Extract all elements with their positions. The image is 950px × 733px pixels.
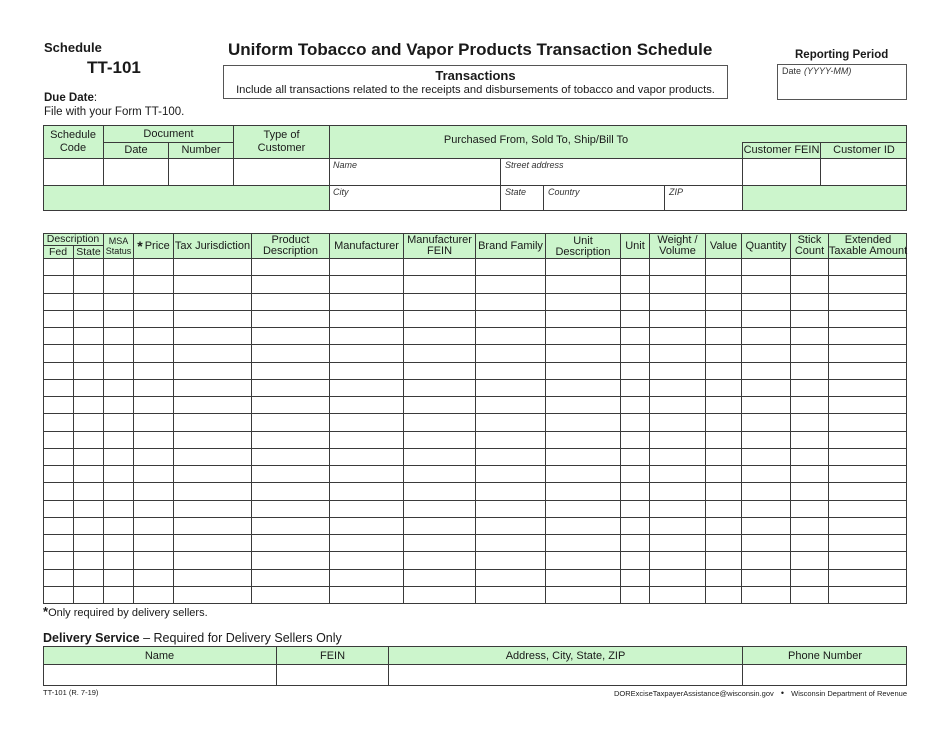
unit-desc-line2: Description bbox=[555, 245, 611, 258]
due-date bbox=[44, 92, 97, 104]
type-of-customer-field[interactable] bbox=[234, 159, 329, 185]
stick-line1: Stick bbox=[797, 233, 822, 246]
number-header: Number bbox=[181, 144, 221, 156]
product-desc-line1: Product bbox=[271, 233, 310, 246]
quantity-header: Quantity bbox=[745, 239, 787, 252]
extended-taxable-amount-header bbox=[829, 233, 907, 258]
delivery-name-header: Name bbox=[144, 649, 175, 662]
date-label: Date bbox=[782, 66, 802, 76]
type-of-customer-line1: Type of bbox=[263, 129, 300, 141]
street-address-label: Street address bbox=[505, 160, 564, 170]
date-format: (YYYY-MM) bbox=[804, 66, 852, 76]
instructions-box bbox=[223, 65, 728, 99]
mfr-fein-line1: Manufacturer bbox=[407, 233, 472, 246]
customer-id-header: Customer ID bbox=[833, 144, 895, 156]
value-header: Value bbox=[709, 239, 738, 252]
assistance-email[interactable]: DORExciseTaxpayerAssistance@wisconsin.gov bbox=[614, 689, 774, 698]
page-title: Uniform Tobacco and Vapor Products Transaction Schedule bbox=[228, 40, 713, 59]
date-header: Date bbox=[124, 144, 148, 156]
footer-right bbox=[614, 688, 907, 698]
delivery-subtitle: – Required for Delivery Sellers Only bbox=[139, 631, 342, 645]
mfr-fein-line2: FEIN bbox=[426, 244, 453, 257]
delivery-table bbox=[43, 646, 907, 686]
reporting-period-label: Reporting Period bbox=[795, 49, 889, 61]
due-date-colon: : bbox=[93, 92, 98, 104]
due-date-label: Due Date bbox=[44, 92, 94, 104]
state-header: State bbox=[76, 245, 101, 258]
customer-fein-header: Customer FEIN bbox=[743, 144, 820, 156]
delivery-address-header: Address, City, State, ZIP bbox=[505, 649, 626, 662]
delivery-title bbox=[43, 631, 342, 645]
ext-line1: Extended bbox=[844, 233, 892, 246]
reporting-period-field[interactable] bbox=[777, 64, 907, 100]
document-date-field[interactable] bbox=[104, 159, 168, 185]
zip-label: ZIP bbox=[669, 187, 684, 197]
country-label: Country bbox=[548, 187, 580, 197]
document-number-field[interactable] bbox=[169, 159, 233, 185]
delivery-address-field[interactable] bbox=[389, 665, 742, 685]
price-header bbox=[134, 233, 173, 258]
country-field[interactable] bbox=[544, 186, 664, 211]
footnote bbox=[43, 604, 208, 619]
schedule-code-header bbox=[43, 128, 103, 156]
weight-line2: Volume bbox=[659, 244, 696, 257]
due-date-text: File with your Form TT-100. bbox=[44, 106, 185, 118]
footnote-asterisk: * bbox=[43, 604, 49, 619]
delivery-fein-field[interactable] bbox=[277, 665, 388, 685]
delivery-phone-header: Phone Number bbox=[788, 649, 862, 662]
state-label: State bbox=[505, 187, 527, 197]
customer-block bbox=[43, 125, 907, 211]
fed-header: Fed bbox=[48, 245, 68, 258]
stick-count-header bbox=[791, 233, 828, 258]
unit-desc-line1: Unit bbox=[573, 234, 593, 247]
product-desc-line2: Description bbox=[262, 244, 319, 257]
transactions-table bbox=[43, 233, 907, 604]
msa-status-header bbox=[104, 234, 133, 258]
transactions-grid bbox=[43, 233, 907, 604]
unit-description-header bbox=[546, 234, 620, 259]
instructions-title: Transactions bbox=[435, 68, 516, 83]
type-of-customer-line2: Customer bbox=[257, 142, 306, 154]
stick-line2: Count bbox=[794, 244, 825, 257]
form-id: TT-101 bbox=[87, 58, 141, 77]
street-address-field[interactable] bbox=[501, 159, 742, 185]
schedule-code-line1: Schedule bbox=[50, 129, 96, 141]
brand-family-header: Brand Family bbox=[478, 239, 543, 252]
purchased-from-header: Purchased From, Sold To, Ship/Bill To bbox=[443, 133, 629, 146]
state-field[interactable] bbox=[501, 186, 543, 211]
delivery-fein-header: FEIN bbox=[319, 649, 346, 662]
delivery-phone-field[interactable] bbox=[743, 665, 906, 685]
city-label: City bbox=[333, 187, 349, 197]
description-header: Description bbox=[46, 233, 100, 245]
ext-line2: Taxable Amount bbox=[828, 244, 908, 257]
type-of-customer-header bbox=[234, 128, 329, 156]
customer-fein-field[interactable] bbox=[743, 159, 820, 185]
city-field[interactable] bbox=[330, 186, 500, 211]
name-label: Name bbox=[333, 160, 358, 170]
unit-header: Unit bbox=[625, 239, 645, 252]
customer-id-field[interactable] bbox=[821, 159, 907, 185]
product-description-header bbox=[252, 233, 329, 258]
msa-line1: MSA bbox=[108, 236, 129, 246]
department-name: Wisconsin Department of Revenue bbox=[791, 689, 907, 698]
document-header: Document bbox=[143, 127, 194, 140]
instructions-text: Include all transactions related to the receipts and disbursements of tobacco and vapor products. bbox=[236, 84, 715, 96]
schedule-code-line2: Code bbox=[59, 142, 87, 154]
price-label: Price bbox=[144, 239, 170, 252]
delivery-title-bold: Delivery Service bbox=[43, 631, 140, 645]
price-asterisk: * bbox=[137, 237, 143, 254]
manufacturer-fein-header bbox=[404, 233, 475, 258]
schedule-code-field[interactable] bbox=[44, 159, 103, 185]
weight-line1: Weight / bbox=[657, 233, 698, 246]
tax-jurisdiction-header: Tax Jurisdiction bbox=[174, 239, 251, 252]
zip-field[interactable] bbox=[665, 186, 742, 211]
weight-volume-header bbox=[650, 233, 705, 258]
name-field[interactable] bbox=[330, 159, 500, 185]
footer-bullet: • bbox=[780, 688, 785, 698]
form-revision: TT-101 (R. 7-19) bbox=[43, 688, 99, 697]
schedule-label: Schedule bbox=[44, 40, 102, 55]
msa-line2: Status bbox=[105, 246, 132, 256]
manufacturer-header: Manufacturer bbox=[334, 239, 399, 252]
delivery-name-field[interactable] bbox=[44, 665, 276, 685]
footnote-text: Only required by delivery sellers. bbox=[48, 607, 208, 619]
